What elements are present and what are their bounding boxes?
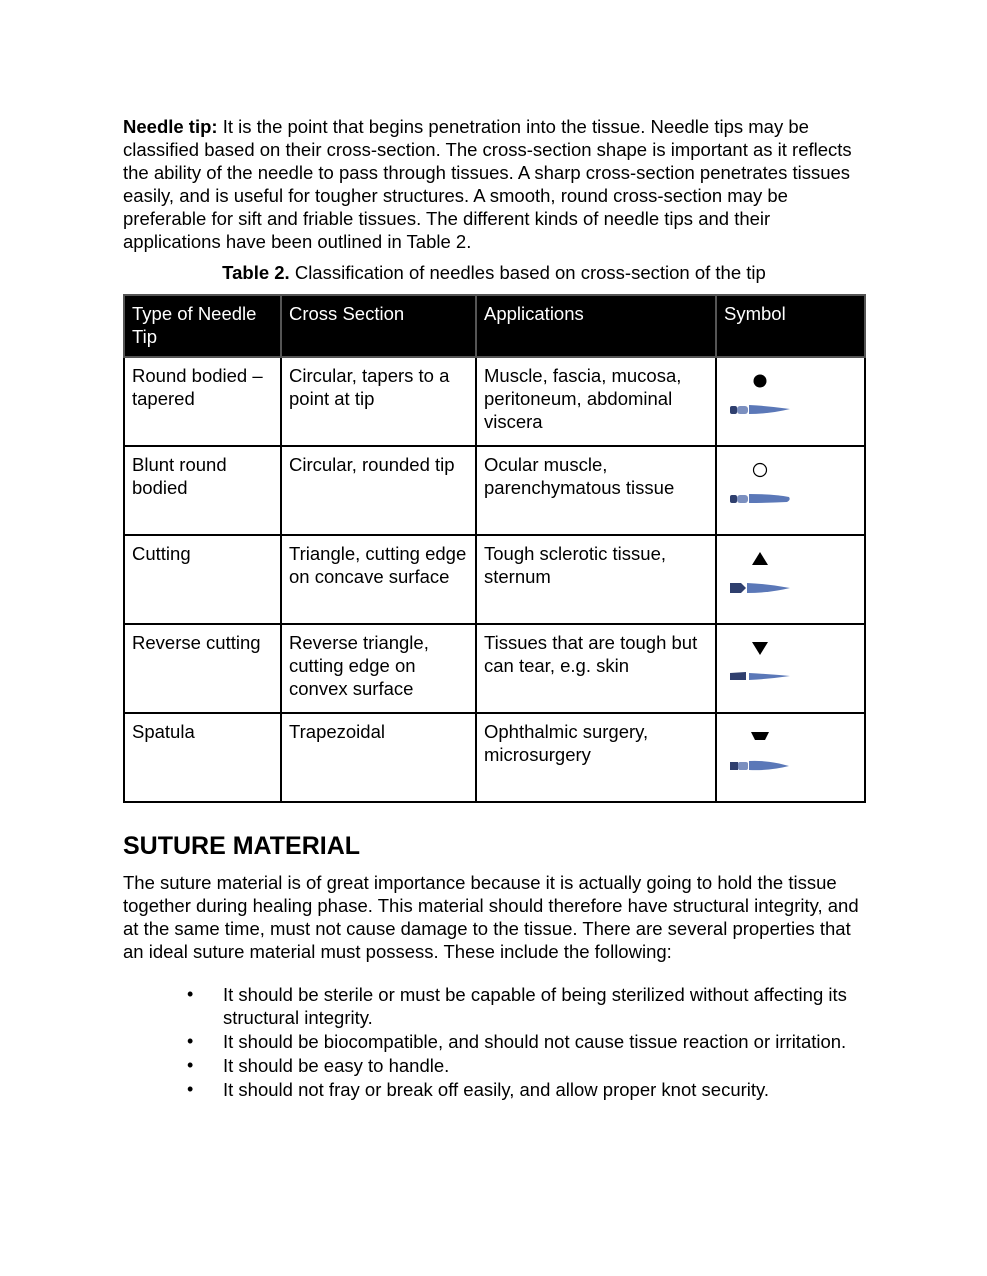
intro-lead: Needle tip: [123, 116, 218, 137]
table-row [124, 446, 865, 535]
bullet-icon: • [187, 1031, 194, 1051]
header-applications: Applications [476, 295, 716, 357]
cell-cross: Circular, tapers to a point at tip [281, 357, 476, 446]
bullet-icon: • [187, 984, 194, 1004]
document-page [123, 115, 865, 1102]
section-heading: SUTURE MATERIAL [123, 832, 361, 860]
table-row [124, 713, 865, 802]
list-item-text: It should be easy to handle. [223, 1055, 450, 1076]
cell-apps: Ocular muscle, parenchymatous tissue [476, 446, 716, 535]
cell-cross: Triangle, cutting edge on concave surface [281, 535, 476, 624]
needle-tip-table [123, 294, 866, 803]
cell-cross: Reverse triangle, cutting edge on convex surface [281, 624, 476, 713]
property-list [123, 983, 865, 1101]
table-caption [123, 261, 865, 284]
filled-circle-icon [751, 372, 769, 390]
needle-icon [729, 758, 791, 772]
needle-icon [729, 669, 791, 683]
list-item [187, 1054, 865, 1077]
cell-symbol [716, 713, 865, 802]
needle-icon [729, 491, 791, 505]
list-item [187, 1030, 865, 1053]
cell-symbol [716, 446, 865, 535]
cell-type: Cutting [124, 535, 281, 624]
section-body: The suture material is of great importance because it is actually going to hold the tissue together during healing phase. This material should therefore have structural integrity, and at the same time, must not cause damage to the tissue. There are several properties that an ideal suture material must possess. These include the following: [123, 872, 859, 962]
cell-apps: Tissues that are tough but can tear, e.g. skin [476, 624, 716, 713]
bullet-icon: • [187, 1055, 194, 1075]
cell-apps: Tough sclerotic tissue, sternum [476, 535, 716, 624]
table-row [124, 357, 865, 446]
intro-paragraph [123, 115, 865, 253]
header-type: Type of Needle Tip [124, 295, 281, 357]
cell-type: Reverse cutting [124, 624, 281, 713]
intro-text: It is the point that begins penetration into the tissue. Needle tips may be classified based on their cross-section. The cross-section shape is important as it reflects the ability of the needle to pass through tissues. A sharp cross-section penetrates tissues easily, and is useful for tougher structures. A smooth, round cross-section may be preferable for sift and friable tissues. The different kinds of needle tips and their applications have been outlined in Table 2. [123, 116, 852, 252]
triangle-down-icon [751, 639, 769, 657]
triangle-up-icon [751, 550, 769, 568]
cell-type: Spatula [124, 713, 281, 802]
trapezoid-icon [751, 728, 769, 746]
table-row [124, 624, 865, 713]
table-row [124, 535, 865, 624]
needle-icon [729, 580, 791, 594]
open-circle-icon [751, 461, 769, 479]
cell-type: Round bodied – tapered [124, 357, 281, 446]
caption-text: Classification of needles based on cross-section of the tip [289, 262, 766, 283]
cell-symbol [716, 357, 865, 446]
bullet-icon: • [187, 1079, 194, 1099]
list-item-text: It should not fray or break off easily, and allow proper knot security. [223, 1079, 770, 1100]
cell-apps: Muscle, fascia, mucosa, peritoneum, abdominal viscera [476, 357, 716, 446]
cell-type: Blunt round bodied [124, 446, 281, 535]
table-header-row [124, 295, 865, 357]
cell-cross: Circular, rounded tip [281, 446, 476, 535]
caption-label: Table 2. [222, 262, 290, 283]
cell-symbol [716, 535, 865, 624]
list-item-text: It should be biocompatible, and should not cause tissue reaction or irritation. [223, 1031, 847, 1052]
cell-symbol [716, 624, 865, 713]
cell-apps: Ophthalmic surgery, microsurgery [476, 713, 716, 802]
needle-icon [729, 402, 791, 416]
list-item-text: It should be sterile or must be capable of being sterilized without affecting its structural integrity. [223, 984, 847, 1028]
list-item [187, 1078, 865, 1101]
cell-cross: Trapezoidal [281, 713, 476, 802]
header-symbol: Symbol [716, 295, 865, 357]
header-cross-section: Cross Section [281, 295, 476, 357]
list-item [187, 983, 865, 1029]
